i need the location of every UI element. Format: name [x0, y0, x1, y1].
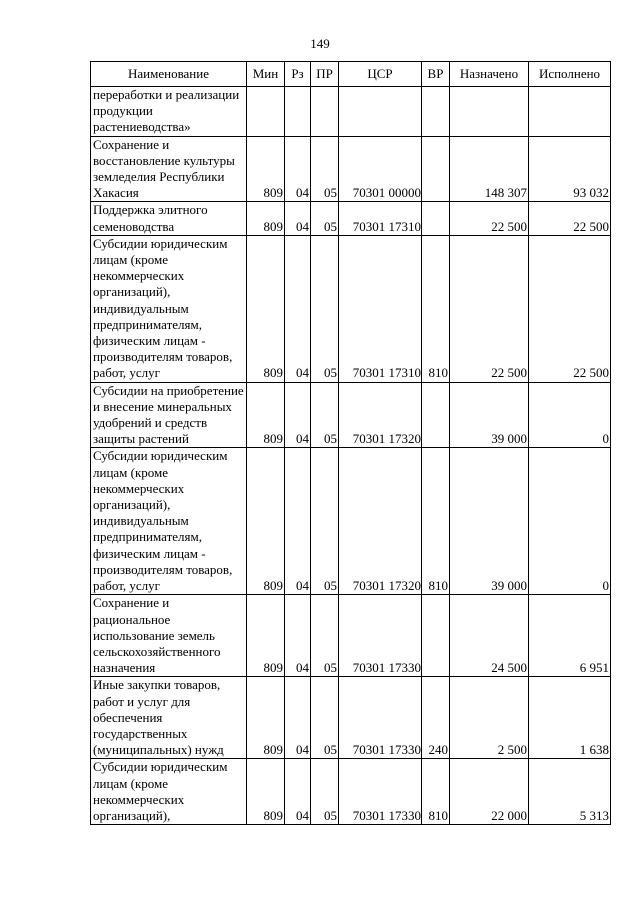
cell-assigned: 148 307: [450, 136, 529, 202]
cell-pr: 05: [311, 759, 339, 825]
cell-name: Субсидии на приобретение и внесение минеральных удобрений и средств защиты растений: [91, 382, 247, 448]
cell-rz: 04: [285, 235, 311, 382]
cell-rz: 04: [285, 677, 311, 759]
cell-name: Иные закупки товаров, работ и услуг для обеспечения государственных (муниципальных) нужд: [91, 677, 247, 759]
page-number: 149: [310, 36, 330, 51]
cell-name: Сохранение и рациональное использование земель сельскохозяйственного назначения: [91, 595, 247, 677]
cell-min: 809: [247, 677, 285, 759]
table-row: [91, 136, 611, 202]
cell-min: 809: [247, 235, 285, 382]
header-rz: Рз: [285, 62, 311, 87]
cell-executed: 93 032: [529, 136, 611, 202]
cell-assigned: 39 000: [450, 382, 529, 448]
cell-vr: [422, 87, 450, 137]
cell-vr: [422, 136, 450, 202]
cell-name: Субсидии юридическим лицам (кроме некоммерческих организаций), индивидуальным предпринимателям, физическим лицам - производителям товаров, работ, услуг: [91, 448, 247, 595]
header-min: Мин: [247, 62, 285, 87]
cell-pr: 05: [311, 448, 339, 595]
cell-csr: 70301 17330: [339, 677, 422, 759]
cell-name: Субсидии юридическим лицам (кроме некоммерческих организаций), индивидуальным предпринимателям, физическим лицам - производителям товаров, работ, услуг: [91, 235, 247, 382]
cell-pr: 05: [311, 382, 339, 448]
cell-executed: 22 500: [529, 235, 611, 382]
cell-name: Субсидии юридическим лицам (кроме некоммерческих организаций),: [91, 759, 247, 825]
cell-rz: [285, 87, 311, 137]
cell-vr: 240: [422, 677, 450, 759]
cell-assigned: 22 500: [450, 202, 529, 235]
cell-vr: 810: [422, 448, 450, 595]
cell-min: 809: [247, 382, 285, 448]
cell-min: 809: [247, 202, 285, 235]
cell-executed: 22 500: [529, 202, 611, 235]
cell-assigned: 39 000: [450, 448, 529, 595]
header-assigned: Назначено: [450, 62, 529, 87]
cell-name: переработки и реализации продукции растениеводства»: [91, 87, 247, 137]
budget-table: [90, 61, 611, 825]
table-row: [91, 595, 611, 677]
cell-rz: 04: [285, 382, 311, 448]
cell-csr: 70301 00000: [339, 136, 422, 202]
cell-executed: [529, 87, 611, 137]
cell-csr: 70301 17310: [339, 202, 422, 235]
cell-vr: 810: [422, 759, 450, 825]
cell-pr: 05: [311, 595, 339, 677]
cell-csr: 70301 17310: [339, 235, 422, 382]
cell-assigned: 22 500: [450, 235, 529, 382]
cell-executed: 1 638: [529, 677, 611, 759]
cell-rz: 04: [285, 448, 311, 595]
cell-min: 809: [247, 595, 285, 677]
table-row: [91, 448, 611, 595]
table-row: [91, 382, 611, 448]
cell-csr: 70301 17330: [339, 595, 422, 677]
table-header-row: [91, 62, 611, 87]
cell-rz: 04: [285, 759, 311, 825]
cell-rz: 04: [285, 202, 311, 235]
cell-csr: 70301 17330: [339, 759, 422, 825]
cell-executed: 0: [529, 448, 611, 595]
table-row: [91, 202, 611, 235]
cell-name: Сохранение и восстановление культуры земледелия Республики Хакасия: [91, 136, 247, 202]
cell-pr: 05: [311, 235, 339, 382]
header-vr: ВР: [422, 62, 450, 87]
cell-executed: 5 313: [529, 759, 611, 825]
header-name: Наименование: [91, 62, 247, 87]
cell-assigned: [450, 87, 529, 137]
cell-rz: 04: [285, 595, 311, 677]
table-row: [91, 759, 611, 825]
cell-assigned: 22 000: [450, 759, 529, 825]
cell-vr: [422, 382, 450, 448]
cell-pr: [311, 87, 339, 137]
cell-csr: 70301 17320: [339, 382, 422, 448]
cell-min: 809: [247, 759, 285, 825]
cell-vr: 810: [422, 235, 450, 382]
cell-csr: 70301 17320: [339, 448, 422, 595]
cell-min: [247, 87, 285, 137]
header-executed: Исполнено: [529, 62, 611, 87]
cell-vr: [422, 595, 450, 677]
cell-csr: [339, 87, 422, 137]
cell-min: 809: [247, 136, 285, 202]
cell-executed: 6 951: [529, 595, 611, 677]
header-pr: ПР: [311, 62, 339, 87]
cell-executed: 0: [529, 382, 611, 448]
table-row: [91, 87, 611, 137]
cell-assigned: 24 500: [450, 595, 529, 677]
table-row: [91, 677, 611, 759]
cell-pr: 05: [311, 136, 339, 202]
cell-pr: 05: [311, 677, 339, 759]
cell-assigned: 2 500: [450, 677, 529, 759]
cell-name: Поддержка элитного семеноводства: [91, 202, 247, 235]
cell-rz: 04: [285, 136, 311, 202]
cell-vr: [422, 202, 450, 235]
cell-min: 809: [247, 448, 285, 595]
table-row: [91, 235, 611, 382]
header-csr: ЦСР: [339, 62, 422, 87]
cell-pr: 05: [311, 202, 339, 235]
